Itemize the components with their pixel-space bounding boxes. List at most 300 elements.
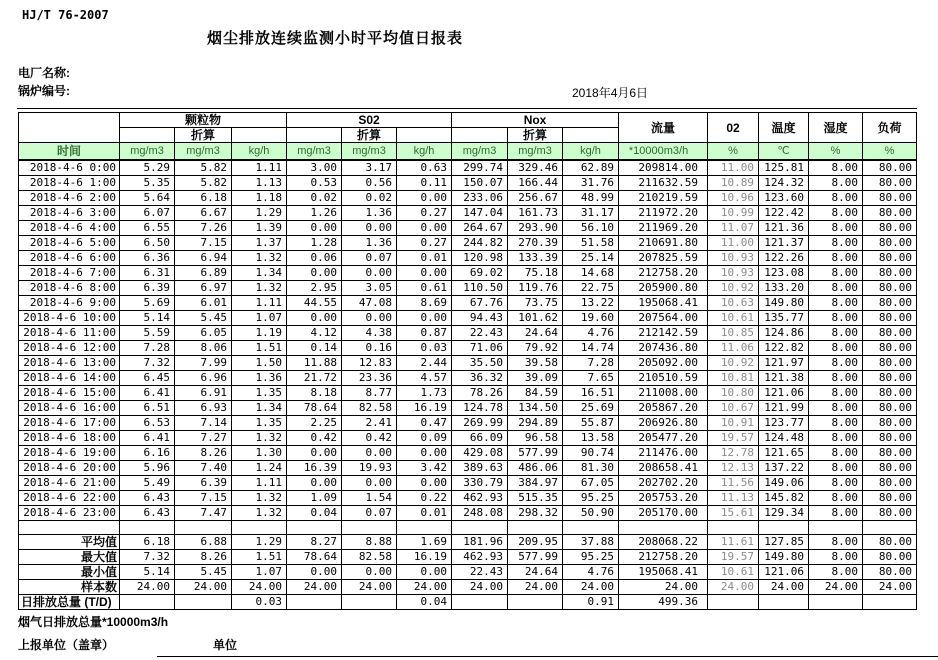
value-cell: 10.61 <box>708 311 759 326</box>
value-cell: 25.14 <box>563 251 619 266</box>
value-cell: 5.45 <box>175 311 232 326</box>
summary-value-cell: 0.03 <box>232 595 287 610</box>
value-cell: 120.98 <box>452 251 508 266</box>
value-cell: 10.99 <box>708 206 759 221</box>
value-cell: 577.99 <box>508 446 563 461</box>
value-cell: 84.59 <box>508 386 563 401</box>
data-row <box>19 401 917 416</box>
value-cell: 205170.00 <box>619 506 708 521</box>
summary-row <box>19 550 917 565</box>
value-cell: 14.74 <box>563 341 619 356</box>
value-cell: 8.00 <box>809 416 863 431</box>
value-cell: 94.43 <box>452 311 508 326</box>
value-cell: 3.00 <box>287 160 342 176</box>
value-cell: 22.75 <box>563 281 619 296</box>
value-cell: 205477.20 <box>619 431 708 446</box>
unit-cell: mg/m3 <box>508 143 563 161</box>
summary-value-cell: 5.45 <box>175 565 232 580</box>
value-cell: 11.00 <box>708 160 759 176</box>
summary-value-cell: 11.61 <box>708 535 759 550</box>
value-cell: 80.00 <box>863 251 917 266</box>
value-cell: 8.00 <box>809 281 863 296</box>
empty-cell <box>563 128 619 143</box>
value-cell: 6.50 <box>120 236 175 251</box>
value-cell: 6.43 <box>120 506 175 521</box>
value-cell: 8.00 <box>809 160 863 176</box>
value-cell: 0.27 <box>397 236 452 251</box>
value-cell: 123.08 <box>759 266 809 281</box>
value-cell: 23.36 <box>342 371 397 386</box>
data-row <box>19 160 917 176</box>
page-title: 烟尘排放连续监测小时平均值日报表 <box>207 30 464 47</box>
data-row <box>19 356 917 371</box>
value-cell: 329.46 <box>508 160 563 176</box>
data-row <box>19 416 917 431</box>
summary-value-cell: 24.00 <box>397 580 452 595</box>
value-cell: 195068.41 <box>619 296 708 311</box>
value-cell: 67.05 <box>563 476 619 491</box>
time-cell: 2018-4-6 8:00 <box>19 281 120 296</box>
empty-cell <box>452 128 508 143</box>
value-cell: 147.04 <box>452 206 508 221</box>
summary-value-cell: 209.95 <box>508 535 563 550</box>
value-cell: 7.15 <box>175 491 232 506</box>
value-cell: 80.00 <box>863 191 917 206</box>
value-cell: 1.36 <box>232 371 287 386</box>
value-cell: 6.01 <box>175 296 232 311</box>
time-cell: 2018-4-6 20:00 <box>19 461 120 476</box>
summary-value-cell: 1.29 <box>232 535 287 550</box>
summary-row <box>19 595 917 610</box>
value-cell: 8.00 <box>809 341 863 356</box>
unit-cell: % <box>809 143 863 161</box>
value-cell: 1.32 <box>232 281 287 296</box>
time-cell: 2018-4-6 6:00 <box>19 251 120 266</box>
value-cell: 149.80 <box>759 296 809 311</box>
data-row <box>19 296 917 311</box>
summary-value-cell <box>287 595 342 610</box>
value-cell: 6.96 <box>175 371 232 386</box>
value-cell: 3.05 <box>342 281 397 296</box>
value-cell: 133.39 <box>508 251 563 266</box>
value-cell: 80.00 <box>863 416 917 431</box>
unit-label: 单位 <box>213 638 238 652</box>
value-cell: 0.00 <box>342 446 397 461</box>
summary-value-cell: 8.26 <box>175 550 232 565</box>
value-cell: 205753.20 <box>619 491 708 506</box>
value-cell: 56.10 <box>563 221 619 236</box>
value-cell: 122.26 <box>759 251 809 266</box>
value-cell: 80.00 <box>863 221 917 236</box>
value-cell: 19.57 <box>708 431 759 446</box>
value-cell: 78.26 <box>452 386 508 401</box>
value-cell: 248.08 <box>452 506 508 521</box>
data-row <box>19 341 917 356</box>
value-cell: 1.51 <box>232 341 287 356</box>
value-cell: 8.00 <box>809 461 863 476</box>
value-cell: 7.26 <box>175 221 232 236</box>
data-row <box>19 281 917 296</box>
value-cell: 0.00 <box>342 311 397 326</box>
value-cell: 8.77 <box>342 386 397 401</box>
value-cell: 330.79 <box>452 476 508 491</box>
summary-value-cell: 16.19 <box>397 550 452 565</box>
summary-label: 平均值 <box>19 535 120 550</box>
value-cell: 0.16 <box>342 341 397 356</box>
unit-cell: ℃ <box>759 143 809 161</box>
summary-value-cell: 80.00 <box>863 535 917 550</box>
group-header-row <box>19 113 917 128</box>
value-cell: 8.00 <box>809 176 863 191</box>
time-cell: 2018-4-6 12:00 <box>19 341 120 356</box>
summary-value-cell: 95.25 <box>563 550 619 565</box>
summary-value-cell: 22.43 <box>452 565 508 580</box>
flow-header: 流量 <box>619 113 708 143</box>
value-cell: 121.97 <box>759 356 809 371</box>
value-cell: 15.61 <box>708 506 759 521</box>
value-cell: 48.99 <box>563 191 619 206</box>
summary-value-cell <box>863 595 917 610</box>
summary-value-cell <box>452 595 508 610</box>
value-cell: 389.63 <box>452 461 508 476</box>
value-cell: 7.99 <box>175 356 232 371</box>
temperature-header: 温度 <box>759 113 809 143</box>
value-cell: 0.00 <box>342 476 397 491</box>
summary-value-cell: 80.00 <box>863 550 917 565</box>
value-cell: 1.11 <box>232 476 287 491</box>
value-cell: 25.69 <box>563 401 619 416</box>
value-cell: 14.68 <box>563 266 619 281</box>
value-cell: 133.20 <box>759 281 809 296</box>
value-cell: 78.64 <box>287 401 342 416</box>
value-cell: 1.39 <box>232 221 287 236</box>
value-cell: 80.00 <box>863 356 917 371</box>
value-cell: 67.76 <box>452 296 508 311</box>
value-cell: 6.39 <box>120 281 175 296</box>
value-cell: 10.93 <box>708 251 759 266</box>
summary-value-cell: 24.00 <box>232 580 287 595</box>
value-cell: 71.06 <box>452 341 508 356</box>
summary-value-cell: 24.00 <box>342 580 397 595</box>
summary-value-cell <box>708 595 759 610</box>
summary-value-cell: 24.00 <box>809 580 863 595</box>
time-cell: 2018-4-6 18:00 <box>19 431 120 446</box>
value-cell: 244.82 <box>452 236 508 251</box>
data-row <box>19 251 917 266</box>
time-cell: 2018-4-6 14:00 <box>19 371 120 386</box>
value-cell: 5.59 <box>120 326 175 341</box>
time-cell: 2018-4-6 22:00 <box>19 491 120 506</box>
value-cell: 80.00 <box>863 236 917 251</box>
value-cell: 0.47 <box>397 416 452 431</box>
value-cell: 7.28 <box>120 341 175 356</box>
value-cell: 8.00 <box>809 491 863 506</box>
value-cell: 80.00 <box>863 326 917 341</box>
summary-value-cell: 24.00 <box>863 580 917 595</box>
value-cell: 2.41 <box>342 416 397 431</box>
unit-cell: mg/m3 <box>120 143 175 161</box>
value-cell: 5.82 <box>175 160 232 176</box>
summary-value-cell: 0.00 <box>397 565 452 580</box>
value-cell: 211972.20 <box>619 206 708 221</box>
summary-value-cell: 0.00 <box>342 565 397 580</box>
value-cell: 8.00 <box>809 506 863 521</box>
group-header-nox: Nox <box>452 113 619 128</box>
value-cell: 150.07 <box>452 176 508 191</box>
unit-cell: mg/m3 <box>287 143 342 161</box>
value-cell: 47.08 <box>342 296 397 311</box>
value-cell: 12.78 <box>708 446 759 461</box>
unit-cell: mg/m3 <box>342 143 397 161</box>
value-cell: 210219.59 <box>619 191 708 206</box>
time-cell: 2018-4-6 16:00 <box>19 401 120 416</box>
time-cell: 2018-4-6 23:00 <box>19 506 120 521</box>
summary-value-cell: 195068.41 <box>619 565 708 580</box>
summary-row <box>19 580 917 595</box>
value-cell: 6.55 <box>120 221 175 236</box>
summary-value-cell: 149.80 <box>759 550 809 565</box>
value-cell: 205867.20 <box>619 401 708 416</box>
value-cell: 8.00 <box>809 326 863 341</box>
value-cell: 269.99 <box>452 416 508 431</box>
value-cell: 0.00 <box>287 311 342 326</box>
summary-value-cell: 208068.22 <box>619 535 708 550</box>
value-cell: 6.53 <box>120 416 175 431</box>
value-cell: 6.89 <box>175 266 232 281</box>
summary-value-cell: 121.06 <box>759 565 809 580</box>
value-cell: 55.87 <box>563 416 619 431</box>
value-cell: 35.50 <box>452 356 508 371</box>
value-cell: 5.29 <box>120 160 175 176</box>
summary-value-cell: 24.00 <box>708 580 759 595</box>
value-cell: 0.01 <box>397 506 452 521</box>
time-cell: 2018-4-6 10:00 <box>19 311 120 326</box>
value-cell: 166.44 <box>508 176 563 191</box>
value-cell: 211969.20 <box>619 221 708 236</box>
summary-value-cell: 24.00 <box>759 580 809 595</box>
time-cell: 2018-4-6 15:00 <box>19 386 120 401</box>
value-cell: 6.39 <box>175 476 232 491</box>
summary-value-cell: 10.61 <box>708 565 759 580</box>
value-cell: 212758.20 <box>619 266 708 281</box>
value-cell: 90.74 <box>563 446 619 461</box>
value-cell: 1.32 <box>232 431 287 446</box>
value-cell: 0.53 <box>287 176 342 191</box>
value-cell: 8.00 <box>809 206 863 221</box>
data-row <box>19 311 917 326</box>
unit-cell: mg/m3 <box>175 143 232 161</box>
summary-label: 样本数 <box>19 580 120 595</box>
converted-header-pm: 折算 <box>175 128 232 143</box>
summary-value-cell: 37.88 <box>563 535 619 550</box>
value-cell: 0.07 <box>342 251 397 266</box>
summary-row <box>19 565 917 580</box>
value-cell: 1.34 <box>232 266 287 281</box>
value-cell: 486.06 <box>508 461 563 476</box>
summary-value-cell: 499.36 <box>619 595 708 610</box>
value-cell: 5.14 <box>120 311 175 326</box>
summary-value-cell: 0.91 <box>563 595 619 610</box>
time-cell: 2018-4-6 7:00 <box>19 266 120 281</box>
value-cell: 0.06 <box>287 251 342 266</box>
value-cell: 256.67 <box>508 191 563 206</box>
value-cell: 1.36 <box>342 236 397 251</box>
unit-cell: mg/m3 <box>452 143 508 161</box>
value-cell: 5.82 <box>175 176 232 191</box>
value-cell: 6.18 <box>175 191 232 206</box>
value-cell: 0.00 <box>397 266 452 281</box>
data-row <box>19 191 917 206</box>
value-cell: 66.09 <box>452 431 508 446</box>
value-cell: 134.50 <box>508 401 563 416</box>
summary-value-cell: 24.00 <box>120 580 175 595</box>
value-cell: 211008.00 <box>619 386 708 401</box>
summary-value-cell: 6.18 <box>120 535 175 550</box>
value-cell: 80.00 <box>863 386 917 401</box>
value-cell: 8.00 <box>809 386 863 401</box>
value-cell: 10.92 <box>708 356 759 371</box>
value-cell: 19.93 <box>342 461 397 476</box>
value-cell: 1.11 <box>232 296 287 311</box>
summary-value-cell: 1.69 <box>397 535 452 550</box>
value-cell: 8.18 <box>287 386 342 401</box>
value-cell: 12.13 <box>708 461 759 476</box>
data-row <box>19 266 917 281</box>
value-cell: 121.38 <box>759 371 809 386</box>
value-cell: 6.91 <box>175 386 232 401</box>
value-cell: 19.60 <box>563 311 619 326</box>
value-cell: 16.51 <box>563 386 619 401</box>
value-cell: 462.93 <box>452 491 508 506</box>
value-cell: 0.11 <box>397 176 452 191</box>
value-cell: 121.37 <box>759 236 809 251</box>
value-cell: 80.00 <box>863 371 917 386</box>
value-cell: 6.43 <box>120 491 175 506</box>
bottom-rule-line <box>157 656 938 657</box>
value-cell: 1.18 <box>232 191 287 206</box>
value-cell: 8.00 <box>809 446 863 461</box>
value-cell: 1.13 <box>232 176 287 191</box>
summary-value-cell: 78.64 <box>287 550 342 565</box>
unit-cell: % <box>708 143 759 161</box>
value-cell: 80.00 <box>863 401 917 416</box>
summary-rows <box>19 535 917 610</box>
summary-value-cell: 462.93 <box>452 550 508 565</box>
value-cell: 122.82 <box>759 341 809 356</box>
value-cell: 1.29 <box>232 206 287 221</box>
value-cell: 210691.80 <box>619 236 708 251</box>
summary-value-cell: 24.00 <box>508 580 563 595</box>
value-cell: 0.00 <box>397 311 452 326</box>
time-header: 时间 <box>19 143 120 161</box>
flue-gas-total-label: 烟气日排放总量*10000m3/h <box>18 615 169 629</box>
value-cell: 0.22 <box>397 491 452 506</box>
value-cell: 1.28 <box>287 236 342 251</box>
summary-value-cell: 0.00 <box>287 565 342 580</box>
summary-value-cell: 212758.20 <box>619 550 708 565</box>
value-cell: 11.13 <box>708 491 759 506</box>
value-cell: 135.77 <box>759 311 809 326</box>
unit-cell: % <box>863 143 917 161</box>
value-cell: 13.58 <box>563 431 619 446</box>
time-cell: 2018-4-6 17:00 <box>19 416 120 431</box>
value-cell: 6.36 <box>120 251 175 266</box>
time-cell: 2018-4-6 9:00 <box>19 296 120 311</box>
value-cell: 202702.20 <box>619 476 708 491</box>
empty-cell <box>397 128 452 143</box>
value-cell: 124.78 <box>452 401 508 416</box>
value-cell: 124.48 <box>759 431 809 446</box>
value-cell: 7.65 <box>563 371 619 386</box>
value-cell: 75.18 <box>508 266 563 281</box>
value-cell: 6.67 <box>175 206 232 221</box>
value-cell: 5.49 <box>120 476 175 491</box>
data-row <box>19 491 917 506</box>
data-row <box>19 506 917 521</box>
value-cell: 6.05 <box>175 326 232 341</box>
value-cell: 123.60 <box>759 191 809 206</box>
unit-cell: kg/h <box>232 143 287 161</box>
summary-value-cell: 82.58 <box>342 550 397 565</box>
value-cell: 8.00 <box>809 371 863 386</box>
summary-label: 最小值 <box>19 565 120 580</box>
value-cell: 207564.00 <box>619 311 708 326</box>
value-cell: 80.00 <box>863 431 917 446</box>
summary-value-cell: 24.64 <box>508 565 563 580</box>
value-cell: 0.00 <box>287 266 342 281</box>
value-cell: 207825.59 <box>619 251 708 266</box>
load-header: 负荷 <box>863 113 917 143</box>
data-row <box>19 446 917 461</box>
value-cell: 206926.80 <box>619 416 708 431</box>
value-cell: 2.25 <box>287 416 342 431</box>
data-row <box>19 371 917 386</box>
value-cell: 6.93 <box>175 401 232 416</box>
summary-value-cell: 577.99 <box>508 550 563 565</box>
value-cell: 8.00 <box>809 296 863 311</box>
value-cell: 8.00 <box>809 236 863 251</box>
value-cell: 11.07 <box>708 221 759 236</box>
value-cell: 10.96 <box>708 191 759 206</box>
time-cell: 2018-4-6 0:00 <box>19 160 120 176</box>
value-cell: 6.51 <box>120 401 175 416</box>
value-cell: 31.76 <box>563 176 619 191</box>
value-cell: 1.73 <box>397 386 452 401</box>
value-cell: 1.26 <box>287 206 342 221</box>
value-cell: 10.80 <box>708 386 759 401</box>
value-cell: 82.58 <box>342 401 397 416</box>
humidity-header: 湿度 <box>809 113 863 143</box>
value-cell: 1.54 <box>342 491 397 506</box>
value-cell: 0.14 <box>287 341 342 356</box>
value-cell: 16.19 <box>397 401 452 416</box>
value-cell: 123.77 <box>759 416 809 431</box>
unit-cell: *10000m3/h <box>619 143 708 161</box>
value-cell: 8.00 <box>809 266 863 281</box>
group-header-pm: 颗粒物 <box>120 113 287 128</box>
value-cell: 24.64 <box>508 326 563 341</box>
summary-label: 最大值 <box>19 550 120 565</box>
summary-value-cell: 6.88 <box>175 535 232 550</box>
time-cell: 2018-4-6 19:00 <box>19 446 120 461</box>
value-cell: 7.28 <box>563 356 619 371</box>
value-cell: 50.90 <box>563 506 619 521</box>
value-cell: 80.00 <box>863 160 917 176</box>
value-cell: 149.06 <box>759 476 809 491</box>
value-cell: 124.86 <box>759 326 809 341</box>
value-cell: 80.00 <box>863 491 917 506</box>
value-cell: 51.58 <box>563 236 619 251</box>
